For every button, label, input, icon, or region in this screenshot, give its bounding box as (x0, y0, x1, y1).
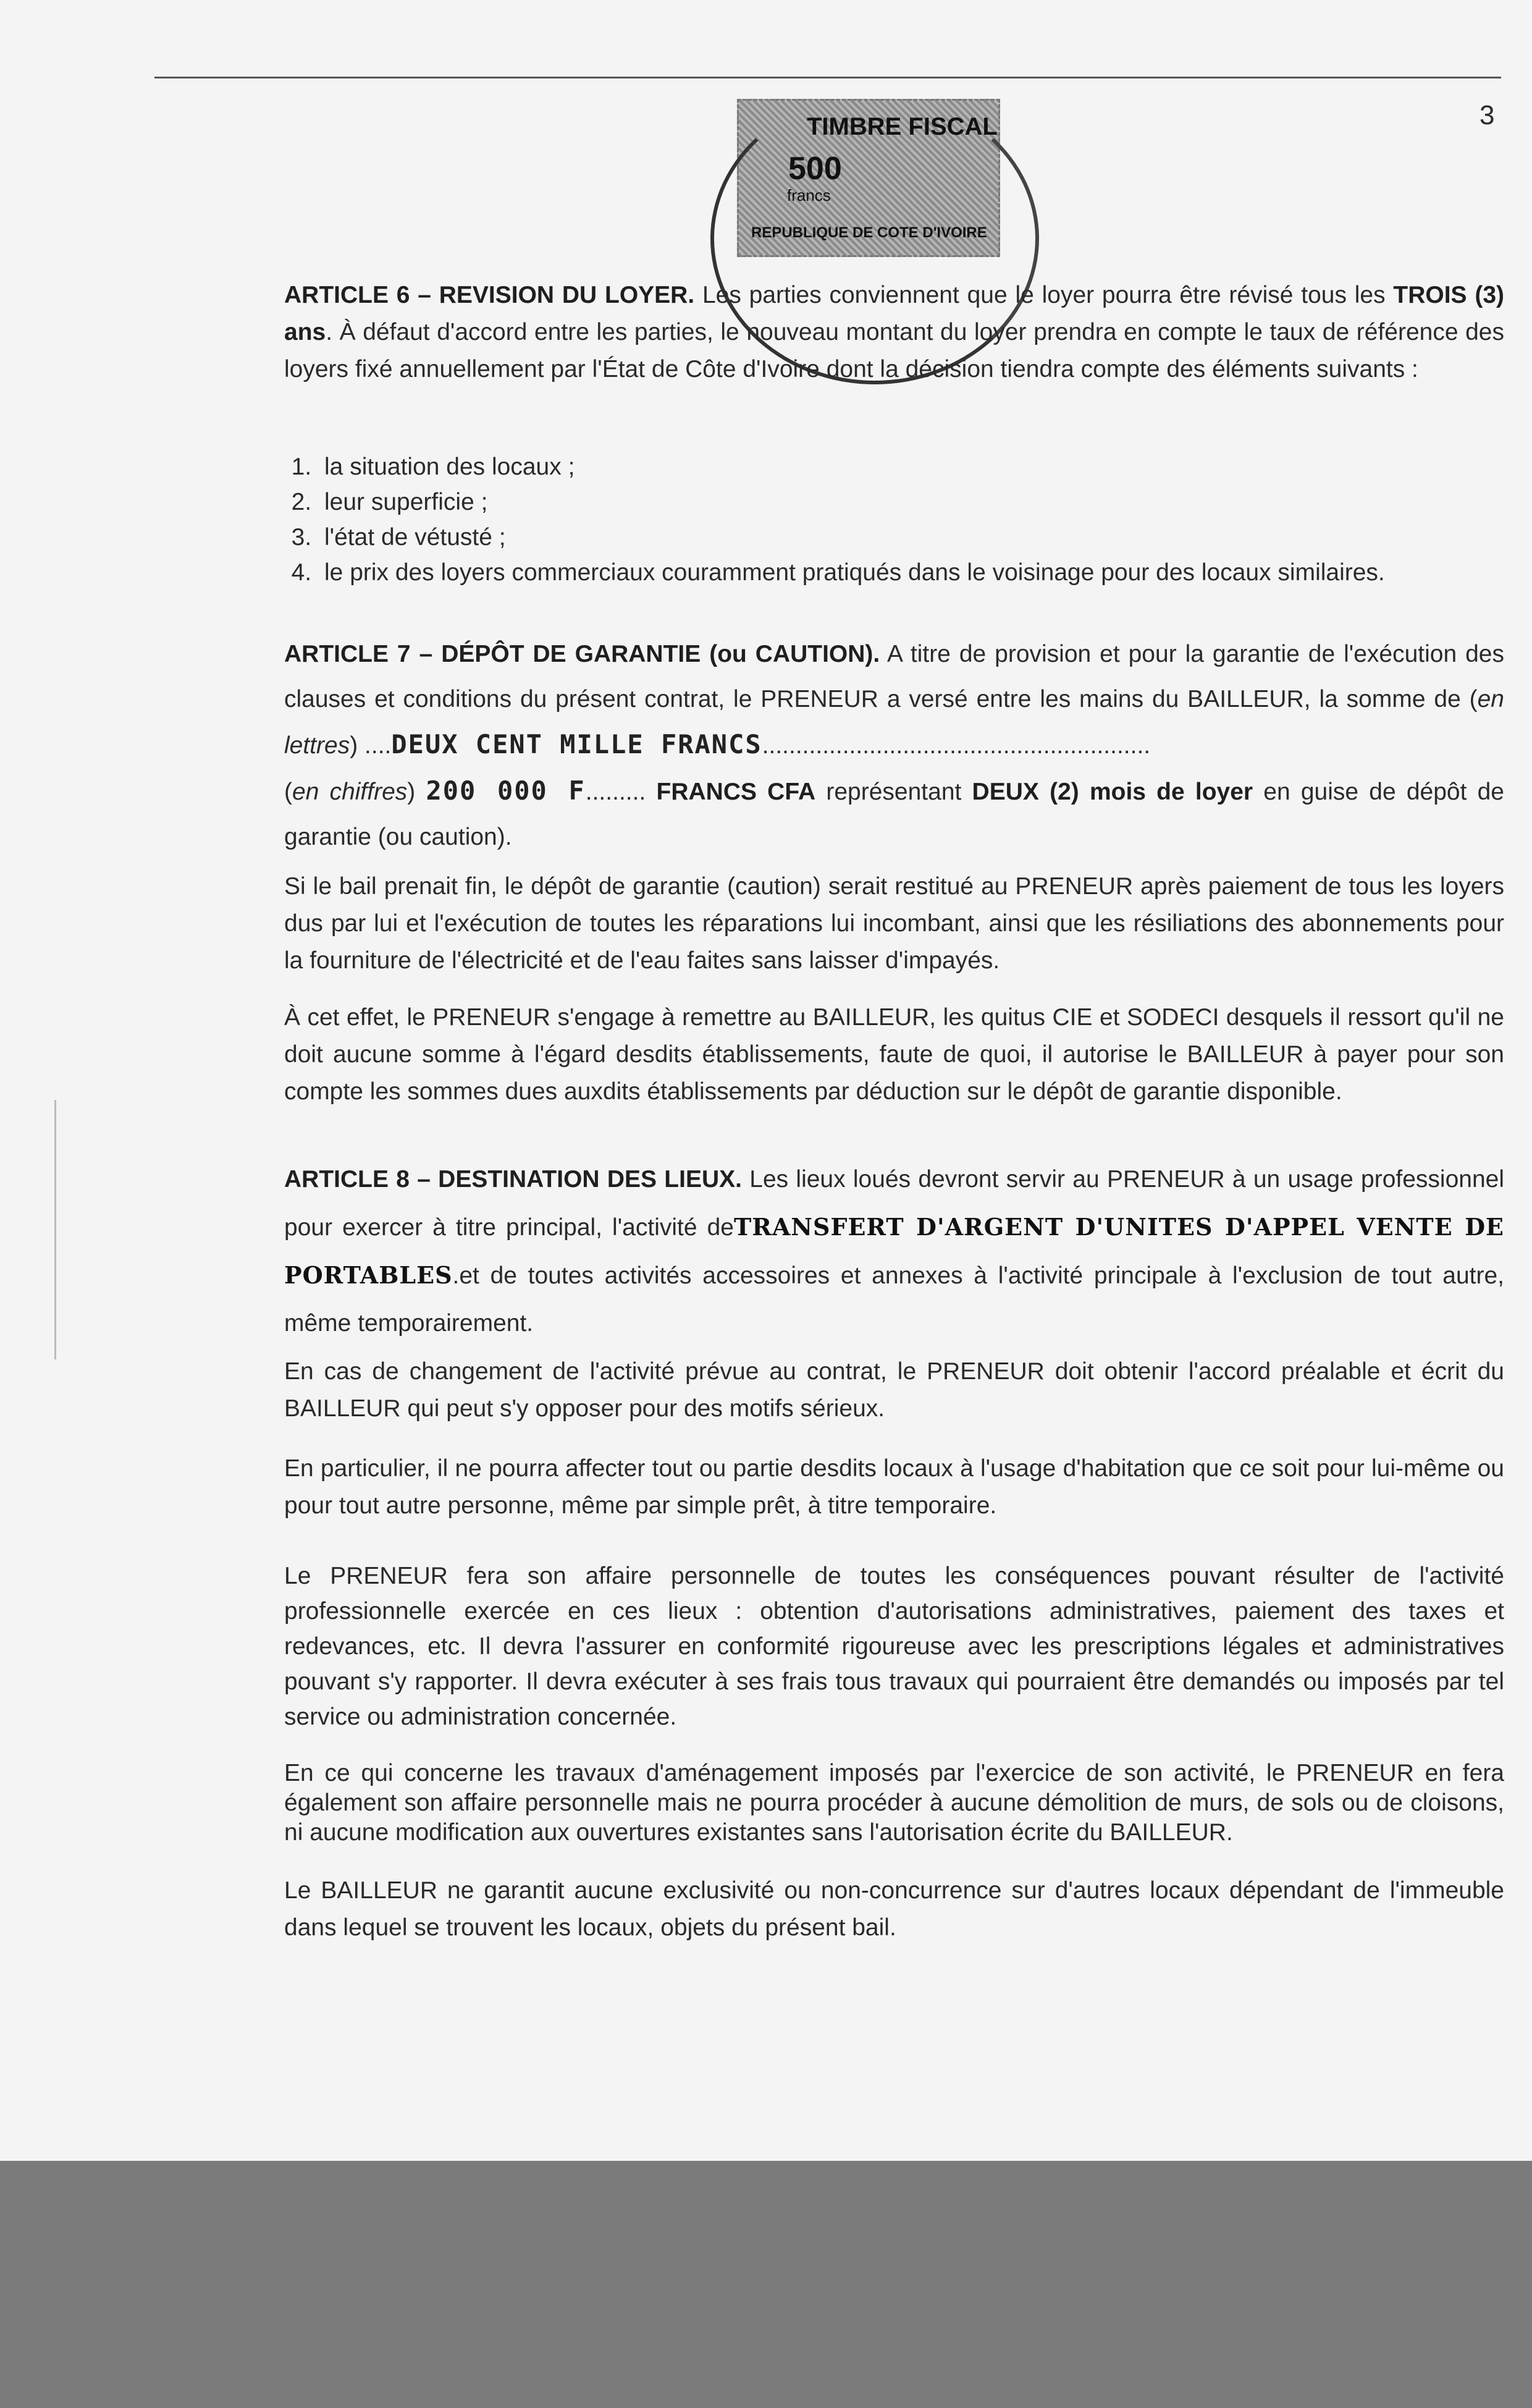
article-6-list (284, 449, 1504, 590)
article-7-text-2: représentant (815, 779, 972, 805)
article-6-text-2: . À défaut d'accord entre les parties, le nouveau montant du loyer prendra en compte le taux de référence des loyers fixé annuellement par l'État de Côte d'Ivoire dont la décision tiendra compte des éléments suivants : (284, 319, 1504, 382)
label-en-lettres: en lettres (284, 686, 1504, 759)
currency: FRANCS CFA (656, 779, 816, 805)
article-8 (284, 1155, 1504, 1347)
label-en-chiffres: en chiffres (292, 779, 408, 805)
article-7-text: A titre de provision et pour la garantie de l'exécution des clauses et conditions du présent contrat, le PRENEUR a versé entre les mains du BAILLEUR, la somme de ( (284, 641, 1505, 712)
article-6-period: TROIS (3) ans (284, 282, 1504, 345)
article-6-heading: ARTICLE 6 – REVISION DU LOYER. (284, 282, 695, 308)
article-8-para-2: En cas de changement de l'activité prévue au contrat, le PRENEUR doit obtenir l'accord préalable et écrit du BAILLEUR qui peut s'y opposer pour des motifs sérieux. (284, 1358, 1504, 1422)
deposit-months: DEUX (2) mois de loyer (972, 779, 1253, 805)
amount-in-words: DEUX CENT MILLE FRANCS (391, 729, 762, 759)
article-6 (284, 277, 1504, 388)
list-item: 3. l'état de vétusté ; (318, 520, 1504, 555)
article-8-para-4: Le PRENEUR fera son affaire personnelle de toutes les conséquences pouvant résulter de l'activité professionnelle exercée en ces lieux : obtention d'autorisations administratives, paiement des taxes et redevances, etc. Il devra l'assurer en conformité rigoureuse avec les prescriptions légales et administratives pouvant s'y rapporter. Il devra exécuter à ses frais tous travaux qui pourraient être demandés ou imposés par tel service ou administration concernée. (284, 1563, 1504, 1730)
article-7-text-3: en guise de dépôt de garantie (ou caution). (284, 779, 1504, 850)
article-6-text: Les parties conviennent que le loyer pourra être révisé tous les (694, 282, 1394, 308)
amount-in-figures: 200 000 F (426, 775, 586, 806)
article-8-para-3: En particulier, il ne pourra affecter tout ou partie desdits locaux à l'usage d'habitation que ce soit pour lui-même ou pour tout autre personne, même par simple prêt, à titre temporaire. (284, 1455, 1504, 1519)
list-item: 2. leur superficie ; (318, 484, 1504, 520)
article-7-para-2: Si le bail prenait fin, le dépôt de garantie (caution) serait restitué au PRENEUR après paiement de tous les loyers dus par lui et l'exécution de toutes les réparations lui incombant, ainsi que les résiliations des abonnements pour la fourniture de l'électricité et de l'eau faites sans laisser d'impayés. (284, 873, 1504, 974)
stamp-value: 500 (788, 151, 842, 187)
stamp-country: REPUBLIQUE DE COTE D'IVOIRE (751, 224, 987, 241)
article-7-heading: ARTICLE 7 – DÉPÔT DE GARANTIE (ou CAUTION). (284, 641, 880, 667)
article-8-text: Les lieux loués devront servir au PRENEUR à un usage professionnel pour exercer à titre principal, l'activité de (284, 1166, 1505, 1241)
article-8-heading: ARTICLE 8 – DESTINATION DES LIEUX. (284, 1166, 742, 1193)
stamp-title: TIMBRE FISCAL (807, 113, 998, 140)
scan-margin-line (54, 1100, 56, 1359)
article-8-text-2: .et de toutes activités accessoires et annexes à l'activité principale à l'exclusion de tout autre, même temporairement. (284, 1262, 1504, 1337)
list-item: 1. la situation des locaux ; (318, 449, 1504, 484)
list-item: 4. le prix des loyers commerciaux couramment pratiqués dans le voisinage pour des locaux similaires. (318, 555, 1504, 590)
activity-handwritten: TRANSFERT D'ARGENT D'UNITES D'APPEL VENTE DE PORTABLES (284, 1213, 1504, 1289)
article-7: ARTICLE 7 – DÉPÔT DE GARANTIE (ou CAUTION). A titre de provision et pour la garantie de l'exécution des clauses et conditions du présent contrat, le PRENEUR a versé entre les mains du BAILLEUR, la somme de (en lettres) ....DEUX CENT MILLE FRANCS.......................................................... (en chiffres) 200 000 F......... FRANCS CFA représentant DEUX (2) mois de loyer en guise de dépôt de garantie (ou caution). (284, 641, 1505, 850)
page-number: 3 (1479, 100, 1495, 130)
article-8-para-6: Le BAILLEUR ne garantit aucune exclusivité ou non-concurrence sur d'autres locaux dépendant de l'immeuble dans lequel se trouvent les locaux, objets du présent bail. (284, 1877, 1504, 1941)
article-7-para-3: À cet effet, le PRENEUR s'engage à remettre au BAILLEUR, les quitus CIE et SODECI desquels il ressort qu'il ne doit aucune somme à l'égard desdits établissements, faute de quoi, il autorise le BAILLEUR à payer pour son compte les sommes dues auxdits établissements par déduction sur le dépôt de garantie disponible. (284, 1004, 1504, 1105)
top-rule (154, 77, 1501, 78)
stamp-unit: francs (787, 186, 831, 205)
article-8-para-5: En ce qui concerne les travaux d'aménagement imposés par l'exercice de son activité, le PRENEUR en fera également son affaire personnelle mais ne pourra procéder à aucune démolition de murs, de sols ou de cloisons, ni aucune modification aux ouvertures existantes sans l'autorisation écrite du BAILLEUR. (284, 1760, 1504, 1846)
